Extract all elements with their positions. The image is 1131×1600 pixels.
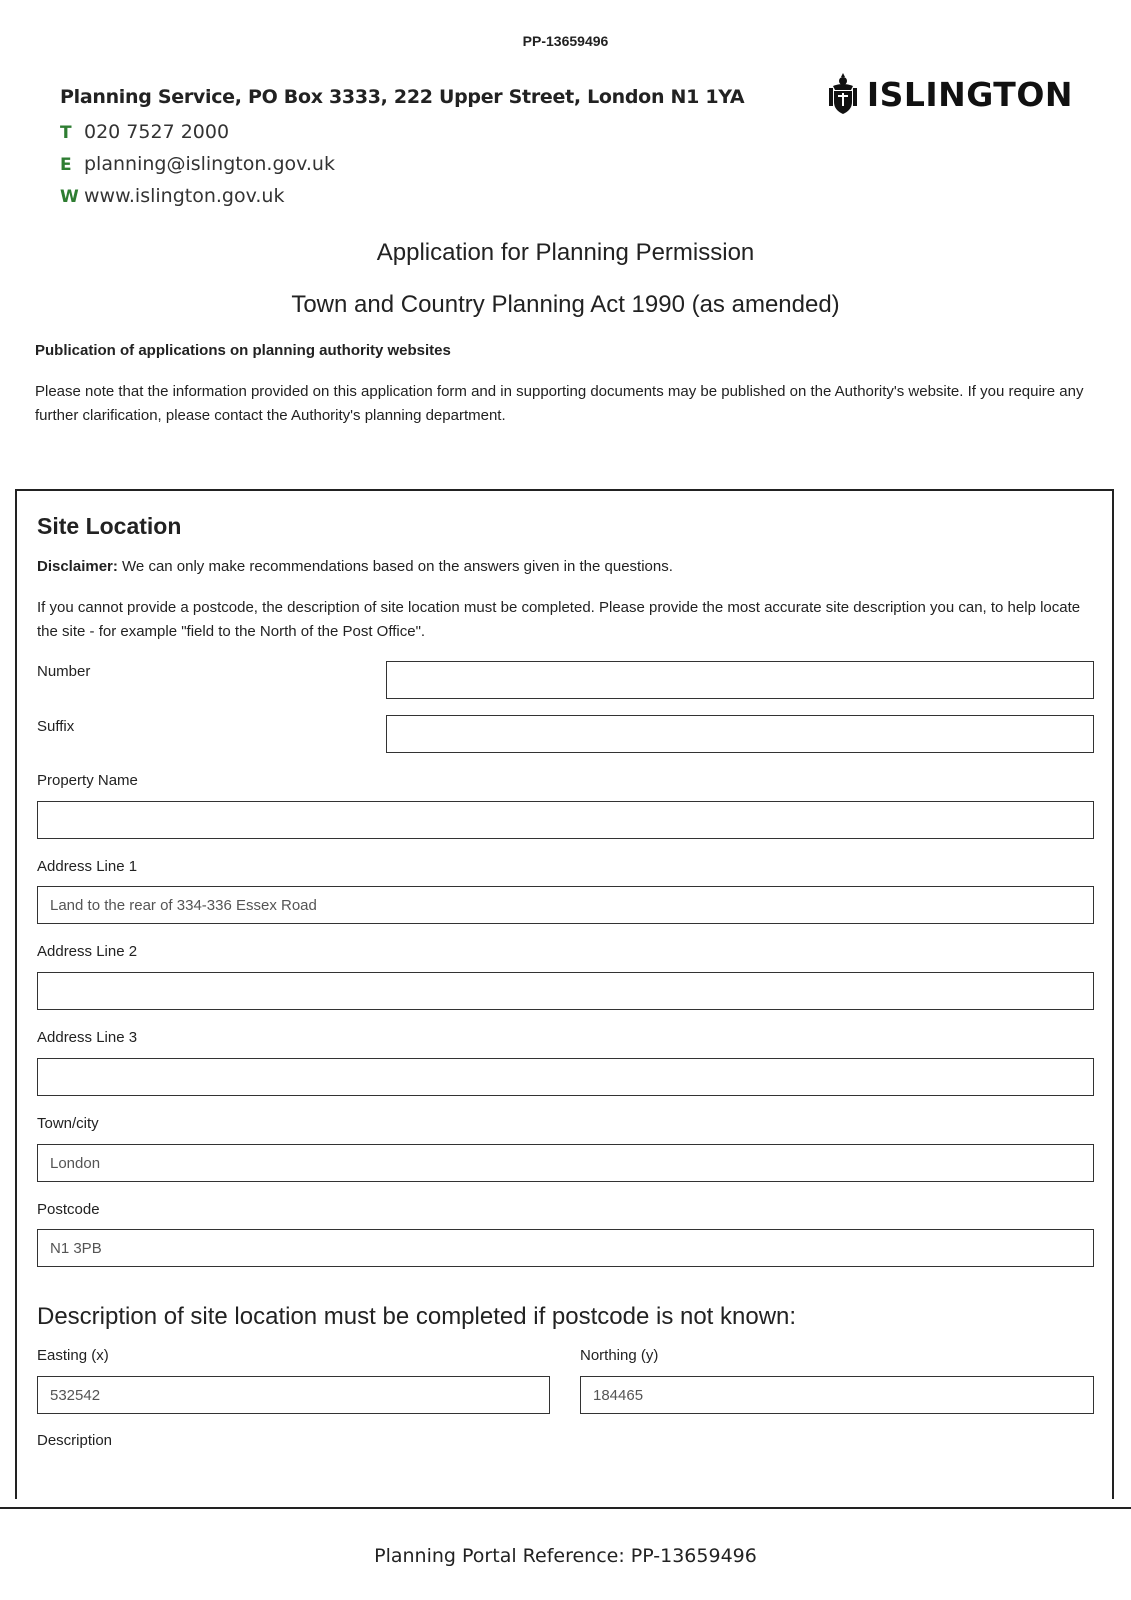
northing-field[interactable] [580,1376,1094,1414]
web-value: www.islington.gov.uk [84,185,285,207]
footer-divider [0,1507,1131,1509]
number-field[interactable] [386,661,1094,699]
email-letter: E [60,155,72,175]
islington-logo [827,72,1073,116]
postcode-label: Postcode [37,1201,100,1218]
address-line-1-field[interactable] [37,886,1094,924]
town-city-field[interactable] [37,1144,1094,1182]
publication-text: Please note that the information provided on this application form and in supporting documents may be published on the Authority's website. If you require any further clarification, please contact the Authority's planning department. [35,383,1084,424]
phone-value: 020 7527 2000 [84,121,230,143]
form-act: Town and Country Planning Act 1990 (as amended) [291,291,840,318]
suffix-field[interactable] [386,715,1094,753]
contact-phone [60,116,744,148]
contact-block [60,86,744,212]
address-line-2-field[interactable] [37,972,1094,1010]
site-location-info: If you cannot provide a postcode, the description of site location must be completed. Please provide the most accurate site description you can, to help locate the site - for example "field to the North of the Post Office". [37,599,1081,640]
form-title: Application for Planning Permission [376,239,755,266]
address-line-3-label: Address Line 3 [37,1029,138,1046]
web-letter: W [60,187,79,207]
property-name-field[interactable] [37,801,1094,839]
description-heading: Description of site location must be completed if postcode is not known: [37,1303,797,1330]
postcode-field[interactable] [37,1229,1094,1267]
description-label: Description [37,1432,113,1449]
easting-label: Easting (x) [37,1347,109,1364]
easting-field[interactable] [37,1376,550,1414]
address-line-1-label: Address Line 1 [37,858,138,875]
number-label: Number [37,663,91,680]
contact-email [60,148,744,180]
publication-heading: Publication of applications on planning authority websites [35,342,451,359]
phone-letter: T [60,123,72,143]
address-line-3-field[interactable] [37,1058,1094,1096]
logo-text: ISLINGTON [866,74,1073,114]
address-line-2-label: Address Line 2 [37,943,138,960]
site-location-title: Site Location [37,513,182,539]
suffix-label: Suffix [37,718,75,735]
disclaimer-label: Disclaimer: [37,558,118,575]
disclaimer-text: We can only make recommendations based on the answers given in the questions. [117,558,673,575]
top-reference: PP-13659496 [522,33,609,49]
northing-label: Northing (y) [580,1347,659,1364]
authority-address: Planning Service, PO Box 3333, 222 Upper Street, London N1 1YA [60,86,745,108]
disclaimer [37,558,673,575]
crest-icon [827,72,859,116]
property-name-label: Property Name [37,772,138,789]
contact-web [60,180,744,212]
town-city-label: Town/city [37,1115,99,1132]
email-value: planning@islington.gov.uk [84,153,335,175]
footer-reference: Planning Portal Reference: PP-13659496 [374,1545,757,1567]
